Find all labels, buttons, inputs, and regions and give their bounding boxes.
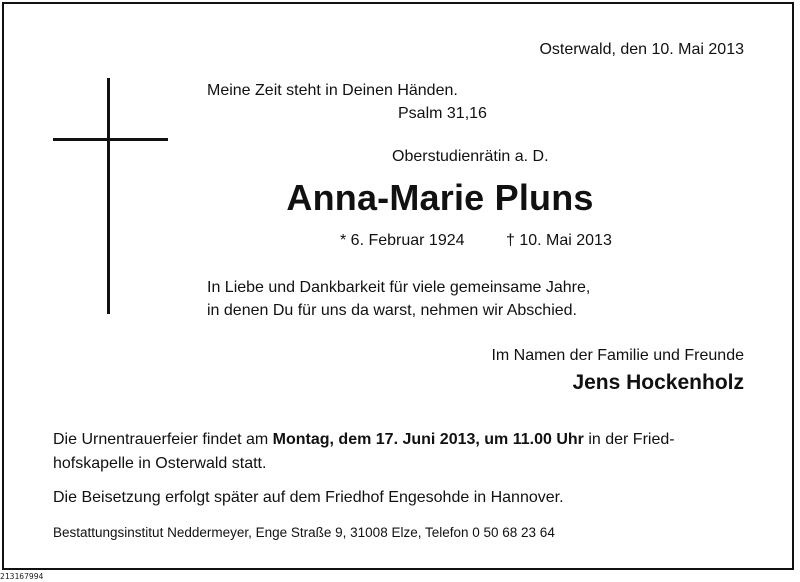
bible-verse-source: Psalm 31,16 <box>398 105 487 122</box>
farewell-line-1: In Liebe und Dankbarkeit für viele gemeinsame Jahre, <box>207 279 591 296</box>
deceased-title: Oberstudienrätin a. D. <box>392 148 549 165</box>
signature-intro: Im Namen der Familie und Freunde <box>491 347 744 364</box>
reference-number: 213167994 <box>0 572 44 581</box>
deceased-name: Anna-Marie Pluns <box>286 177 594 218</box>
funeral-prefix: Die Urnentrauerfeier findet am <box>53 431 273 448</box>
signature-name: Jens Hockenholz <box>572 371 744 394</box>
funeral-info-line-1 <box>53 430 675 450</box>
burial-info: Die Beisetzung erfolgt später auf dem Friedhof Engesohde in Hannover. <box>53 489 564 506</box>
funeral-datetime: Montag, dem 17. Juni 2013, um 11.00 Uhr <box>272 431 584 448</box>
farewell-line-2: in denen Du für uns da warst, nehmen wir Abschied. <box>207 302 577 319</box>
funeral-info-line-2: hofskapelle in Osterwald statt. <box>53 455 267 472</box>
death-date: † 10. Mai 2013 <box>506 232 612 249</box>
cross-horizontal-bar <box>53 138 168 141</box>
obituary-notice <box>2 2 794 570</box>
place-date: Osterwald, den 10. Mai 2013 <box>539 41 744 58</box>
undertaker-info: Bestattungsinstitut Neddermeyer, Enge Straße 9, 31008 Elze, Telefon 0 50 68 23 64 <box>53 525 555 540</box>
bible-verse: Meine Zeit steht in Deinen Händen. <box>207 82 458 99</box>
birth-date: * 6. Februar 1924 <box>340 232 465 249</box>
funeral-suffix: in der Fried- <box>583 431 675 448</box>
